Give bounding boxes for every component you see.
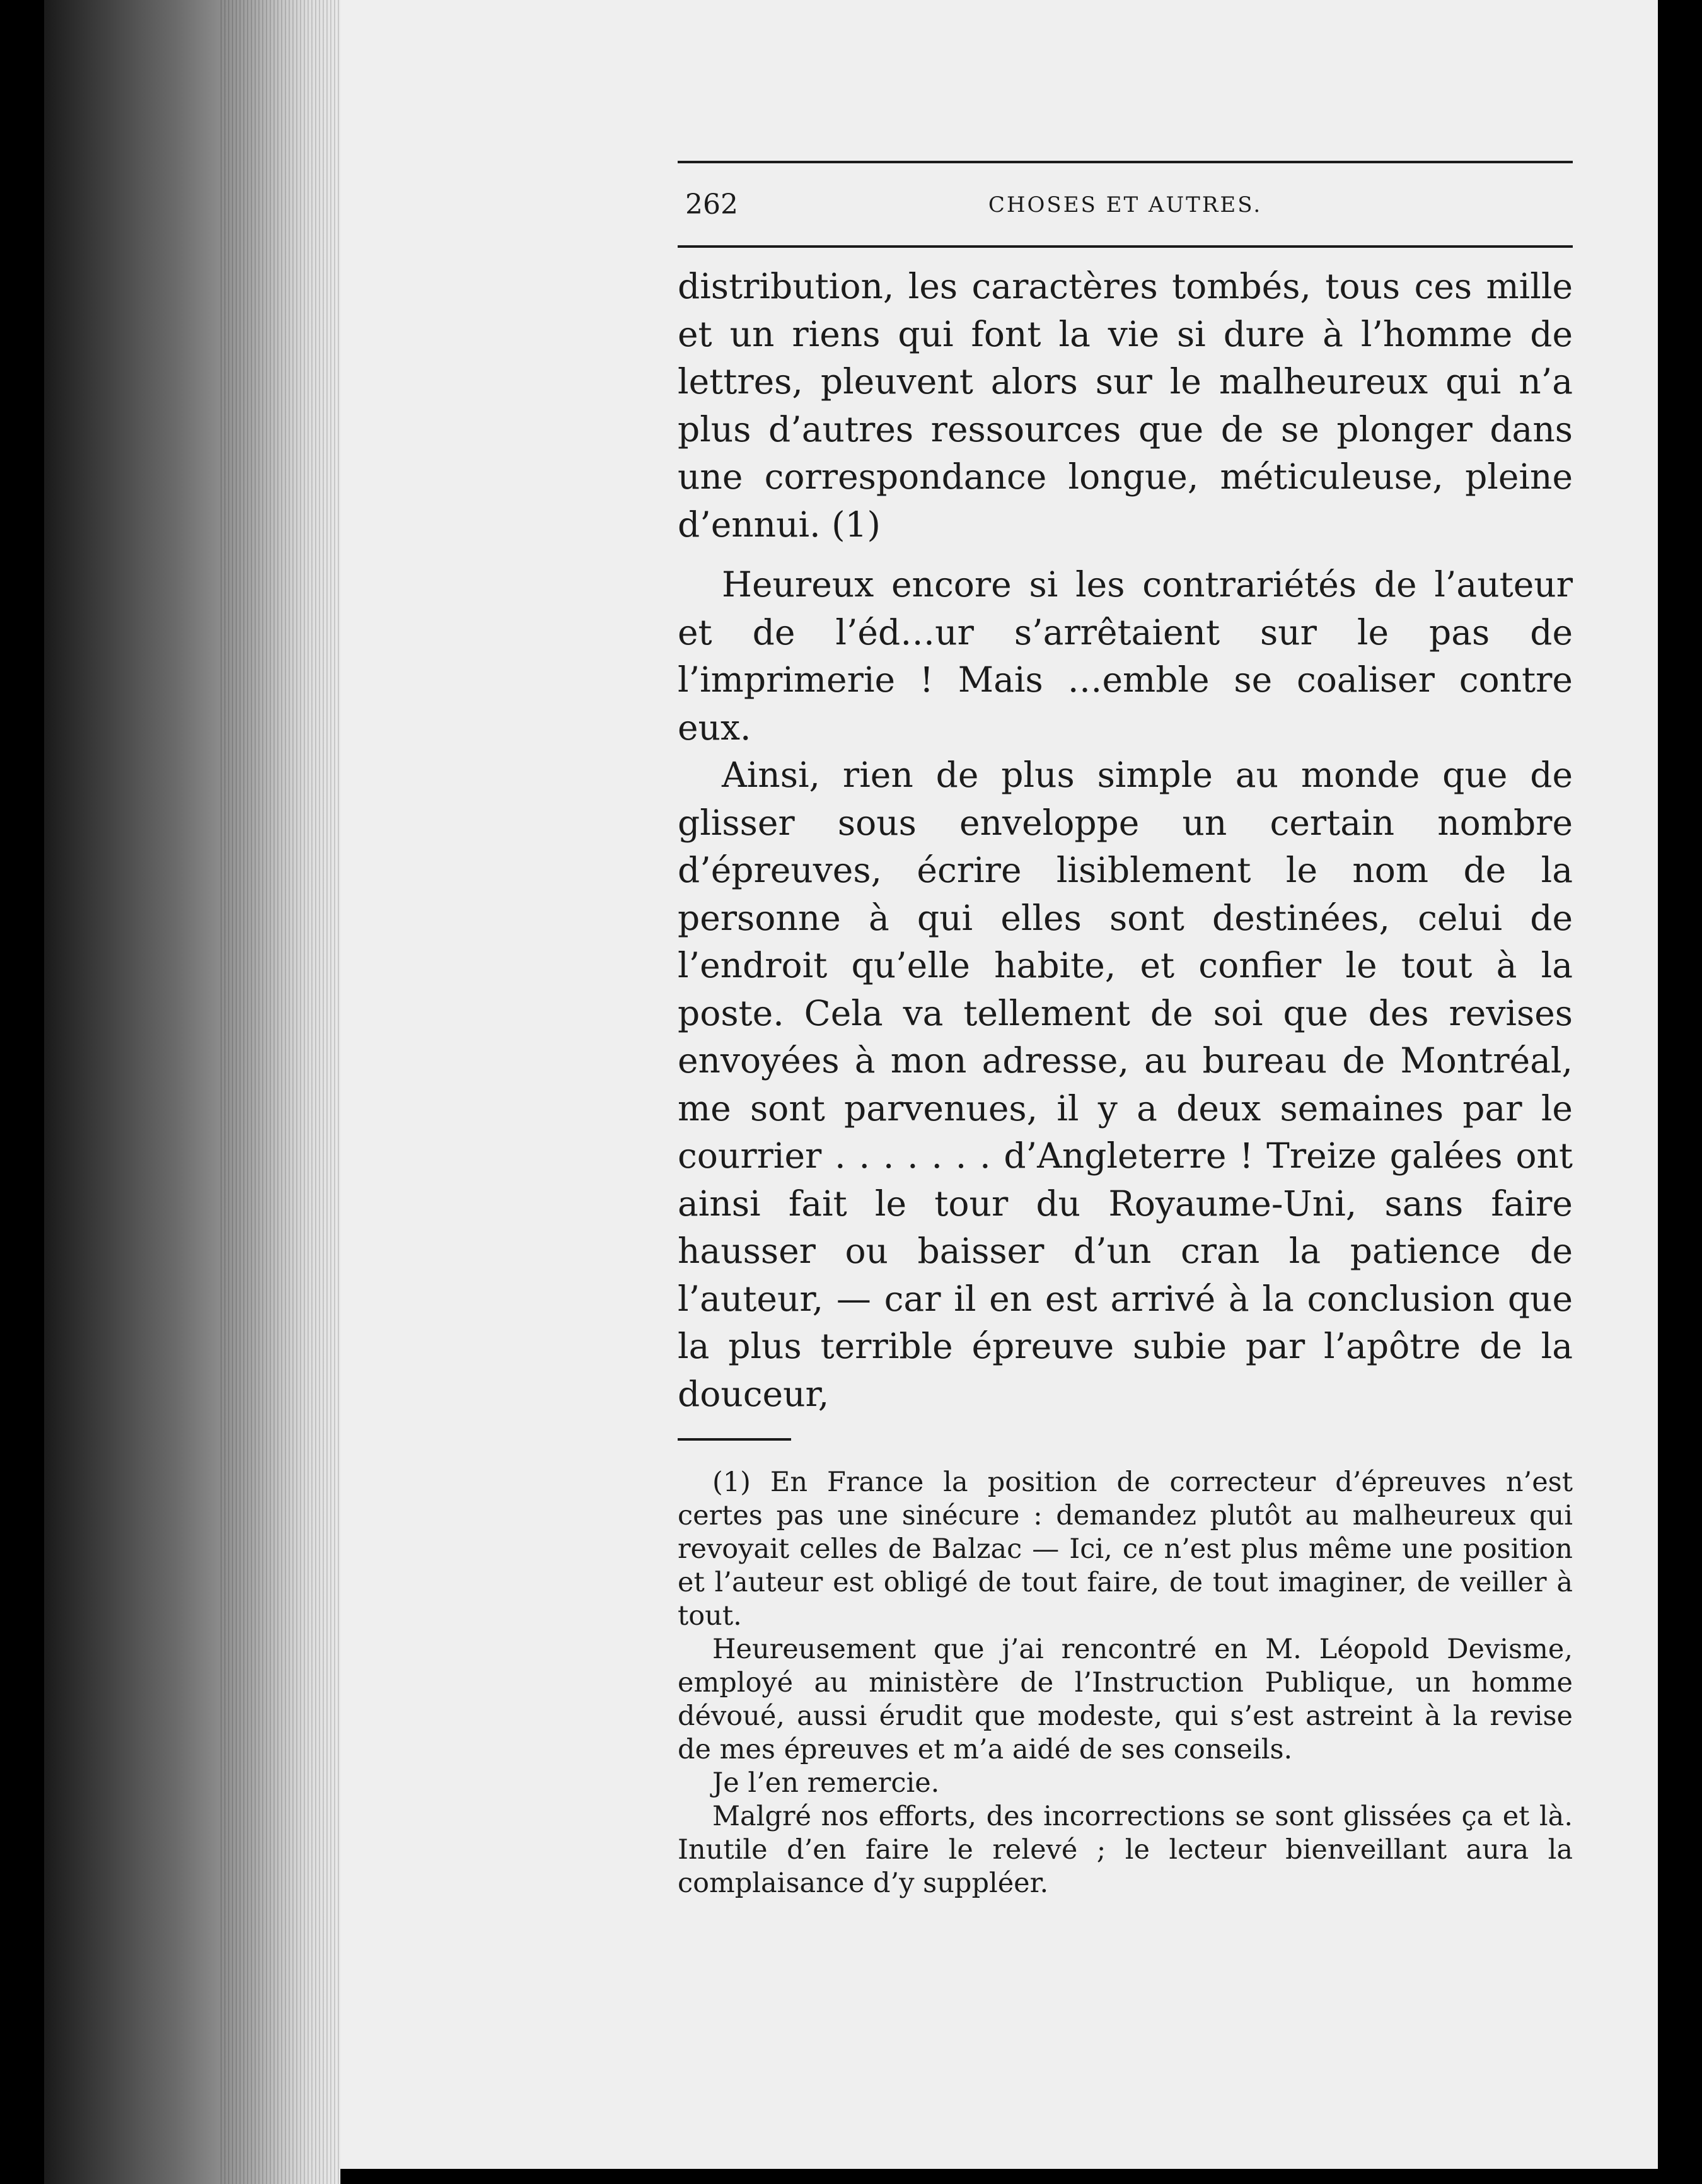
body-text [678,263,1573,1418]
page-content [678,161,1573,1900]
running-head [678,189,1573,239]
footnote-rule [678,1438,791,1441]
body-paragraph: Ainsi, rien de plus simple au monde que de glisser sous enveloppe un certain nombre d’épreuves, écrire lisiblement le nom de la personne à qui elles sont destinées, celui de l’endroit qu’elle habite, et confier le tout à la poste. Cela va tellement de soi que des revises envoyées à mon adresse, au bureau de Montréal, me sont parvenues, il y a deux semaines par le courrier . . . . . . . d’Angleterre ! Treize galées ont ainsi fait le tour du Royaume-Uni, sans faire hausser ou baisser d’un cran la patience de l’auteur, — car il en est arrivé à la conclusion que la plus terrible épreuve subie par l’apôtre de la douceur, [678,755,1573,1414]
footnote-paragraph: (1) En France la position de correcteur d’épreuves n’est certes pas une sinécure : demandez plutôt au malheureux qui revoyait celles de Balzac — Ici, ce n’est plus même une position et l’auteur est obligé de tout faire, de tout imaginer, de veiller à tout. [678,1467,1573,1632]
footnotes [678,1466,1573,1900]
body-paragraph: distribution, les caractères tombés, tous ces mille et un riens qui font la vie si dure à l’homme de lettres, pleuvent alors sur le malheureux qui n’a plus d’autres ressources que de se plonger dans une correspondance longue, méticuleuse, pleine d’ennui. (1) [678,266,1573,545]
footnote-paragraph: Je l’en remercie. [712,1767,940,1799]
header-rule-top [678,161,1573,163]
footnote-paragraph: Heureusement que j’ai rencontré en M. Léopold Devisme, employé au ministère de l’Instruction Publique, un homme dévoué, aussi érudit que modeste, qui s’est astreint à la revise de mes épreuves et m’a aidé de ses conseils. [678,1634,1573,1765]
running-title: CHOSES ET AUTRES. [988,192,1263,218]
body-paragraph: Heureux encore si les contrariétés de l’auteur et de l’éd…ur s’arrêtaient sur le pas de l’imprimerie ! Mais …emble se coaliser contre eux. [678,564,1573,748]
page-number: 262 [685,189,738,221]
header-rule-bottom [678,245,1573,248]
page-edge-lines [221,0,340,2184]
footnote-paragraph: Malgré nos efforts, des incorrections se sont glissées ça et là. Inutile d’en faire le relevé ; le lecteur bienveillant aura la complaisance d’y suppléer. [678,1801,1573,1899]
